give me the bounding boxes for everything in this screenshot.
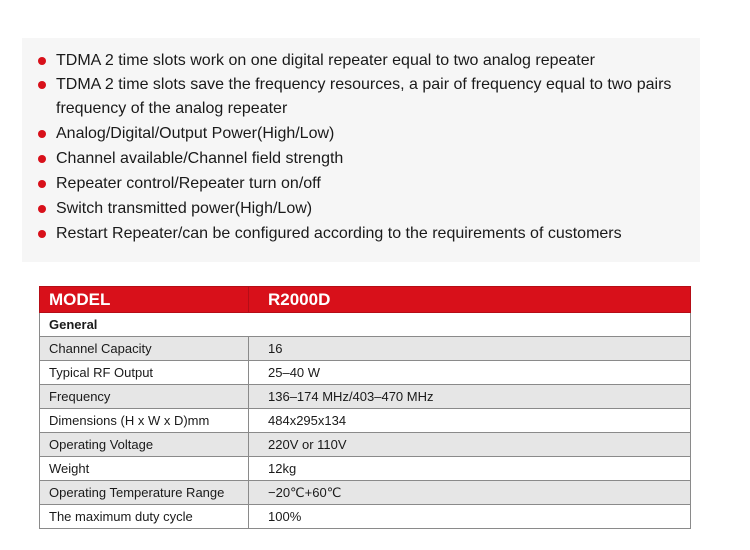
header-model-value: R2000D	[249, 287, 691, 313]
section-title: General	[40, 313, 691, 337]
spec-table	[39, 286, 691, 529]
feature-text: Repeater control/Repeater turn on/off	[56, 175, 321, 192]
row-value: 12kg	[249, 457, 691, 481]
table-row	[40, 505, 691, 529]
table-row	[40, 433, 691, 457]
feature-text: Switch transmitted power(High/Low)	[56, 200, 313, 217]
row-value: 484x295x134	[249, 409, 691, 433]
table-row	[40, 457, 691, 481]
table-row	[40, 361, 691, 385]
row-value: 220V or 110V	[249, 433, 691, 457]
table-row	[40, 337, 691, 361]
feature-text: frequency of the analog repeater	[56, 100, 288, 117]
table-row	[40, 481, 691, 505]
row-value: 25–40 W	[249, 361, 691, 385]
feature-panel	[22, 38, 700, 262]
header-label: MODEL	[40, 287, 249, 313]
bullet-icon	[38, 180, 46, 188]
bullet-icon	[38, 81, 46, 89]
table-row	[40, 385, 691, 409]
feature-text: TDMA 2 time slots work on one digital repeater equal to two analog repeater	[56, 52, 595, 69]
feature-text: Analog/Digital/Output Power(High/Low)	[56, 125, 335, 142]
row-label: Operating Voltage	[40, 433, 249, 457]
table-row	[40, 409, 691, 433]
section-row	[40, 313, 691, 337]
row-value: −20℃+60℃	[249, 481, 691, 505]
feature-text: Restart Repeater/can be configured according to the requirements of customers	[56, 225, 622, 242]
bullet-icon	[38, 57, 46, 65]
row-label: Frequency	[40, 385, 249, 409]
row-label: Typical RF Output	[40, 361, 249, 385]
row-value: 100%	[249, 505, 691, 529]
feature-text: TDMA 2 time slots save the frequency resources, a pair of frequency equal to two pairs	[56, 76, 672, 93]
row-value: 16	[249, 337, 691, 361]
table-header-row	[40, 287, 691, 313]
bullet-icon	[38, 230, 46, 238]
row-value: 136–174 MHz/403–470 MHz	[249, 385, 691, 409]
row-label: The maximum duty cycle	[40, 505, 249, 529]
bullet-icon	[38, 155, 46, 163]
bullet-icon	[38, 130, 46, 138]
bullet-icon	[38, 205, 46, 213]
row-label: Dimensions (H x W x D)mm	[40, 409, 249, 433]
row-label: Operating Temperature Range	[40, 481, 249, 505]
feature-text: Channel available/Channel field strength	[56, 150, 344, 167]
row-label: Channel Capacity	[40, 337, 249, 361]
row-label: Weight	[40, 457, 249, 481]
